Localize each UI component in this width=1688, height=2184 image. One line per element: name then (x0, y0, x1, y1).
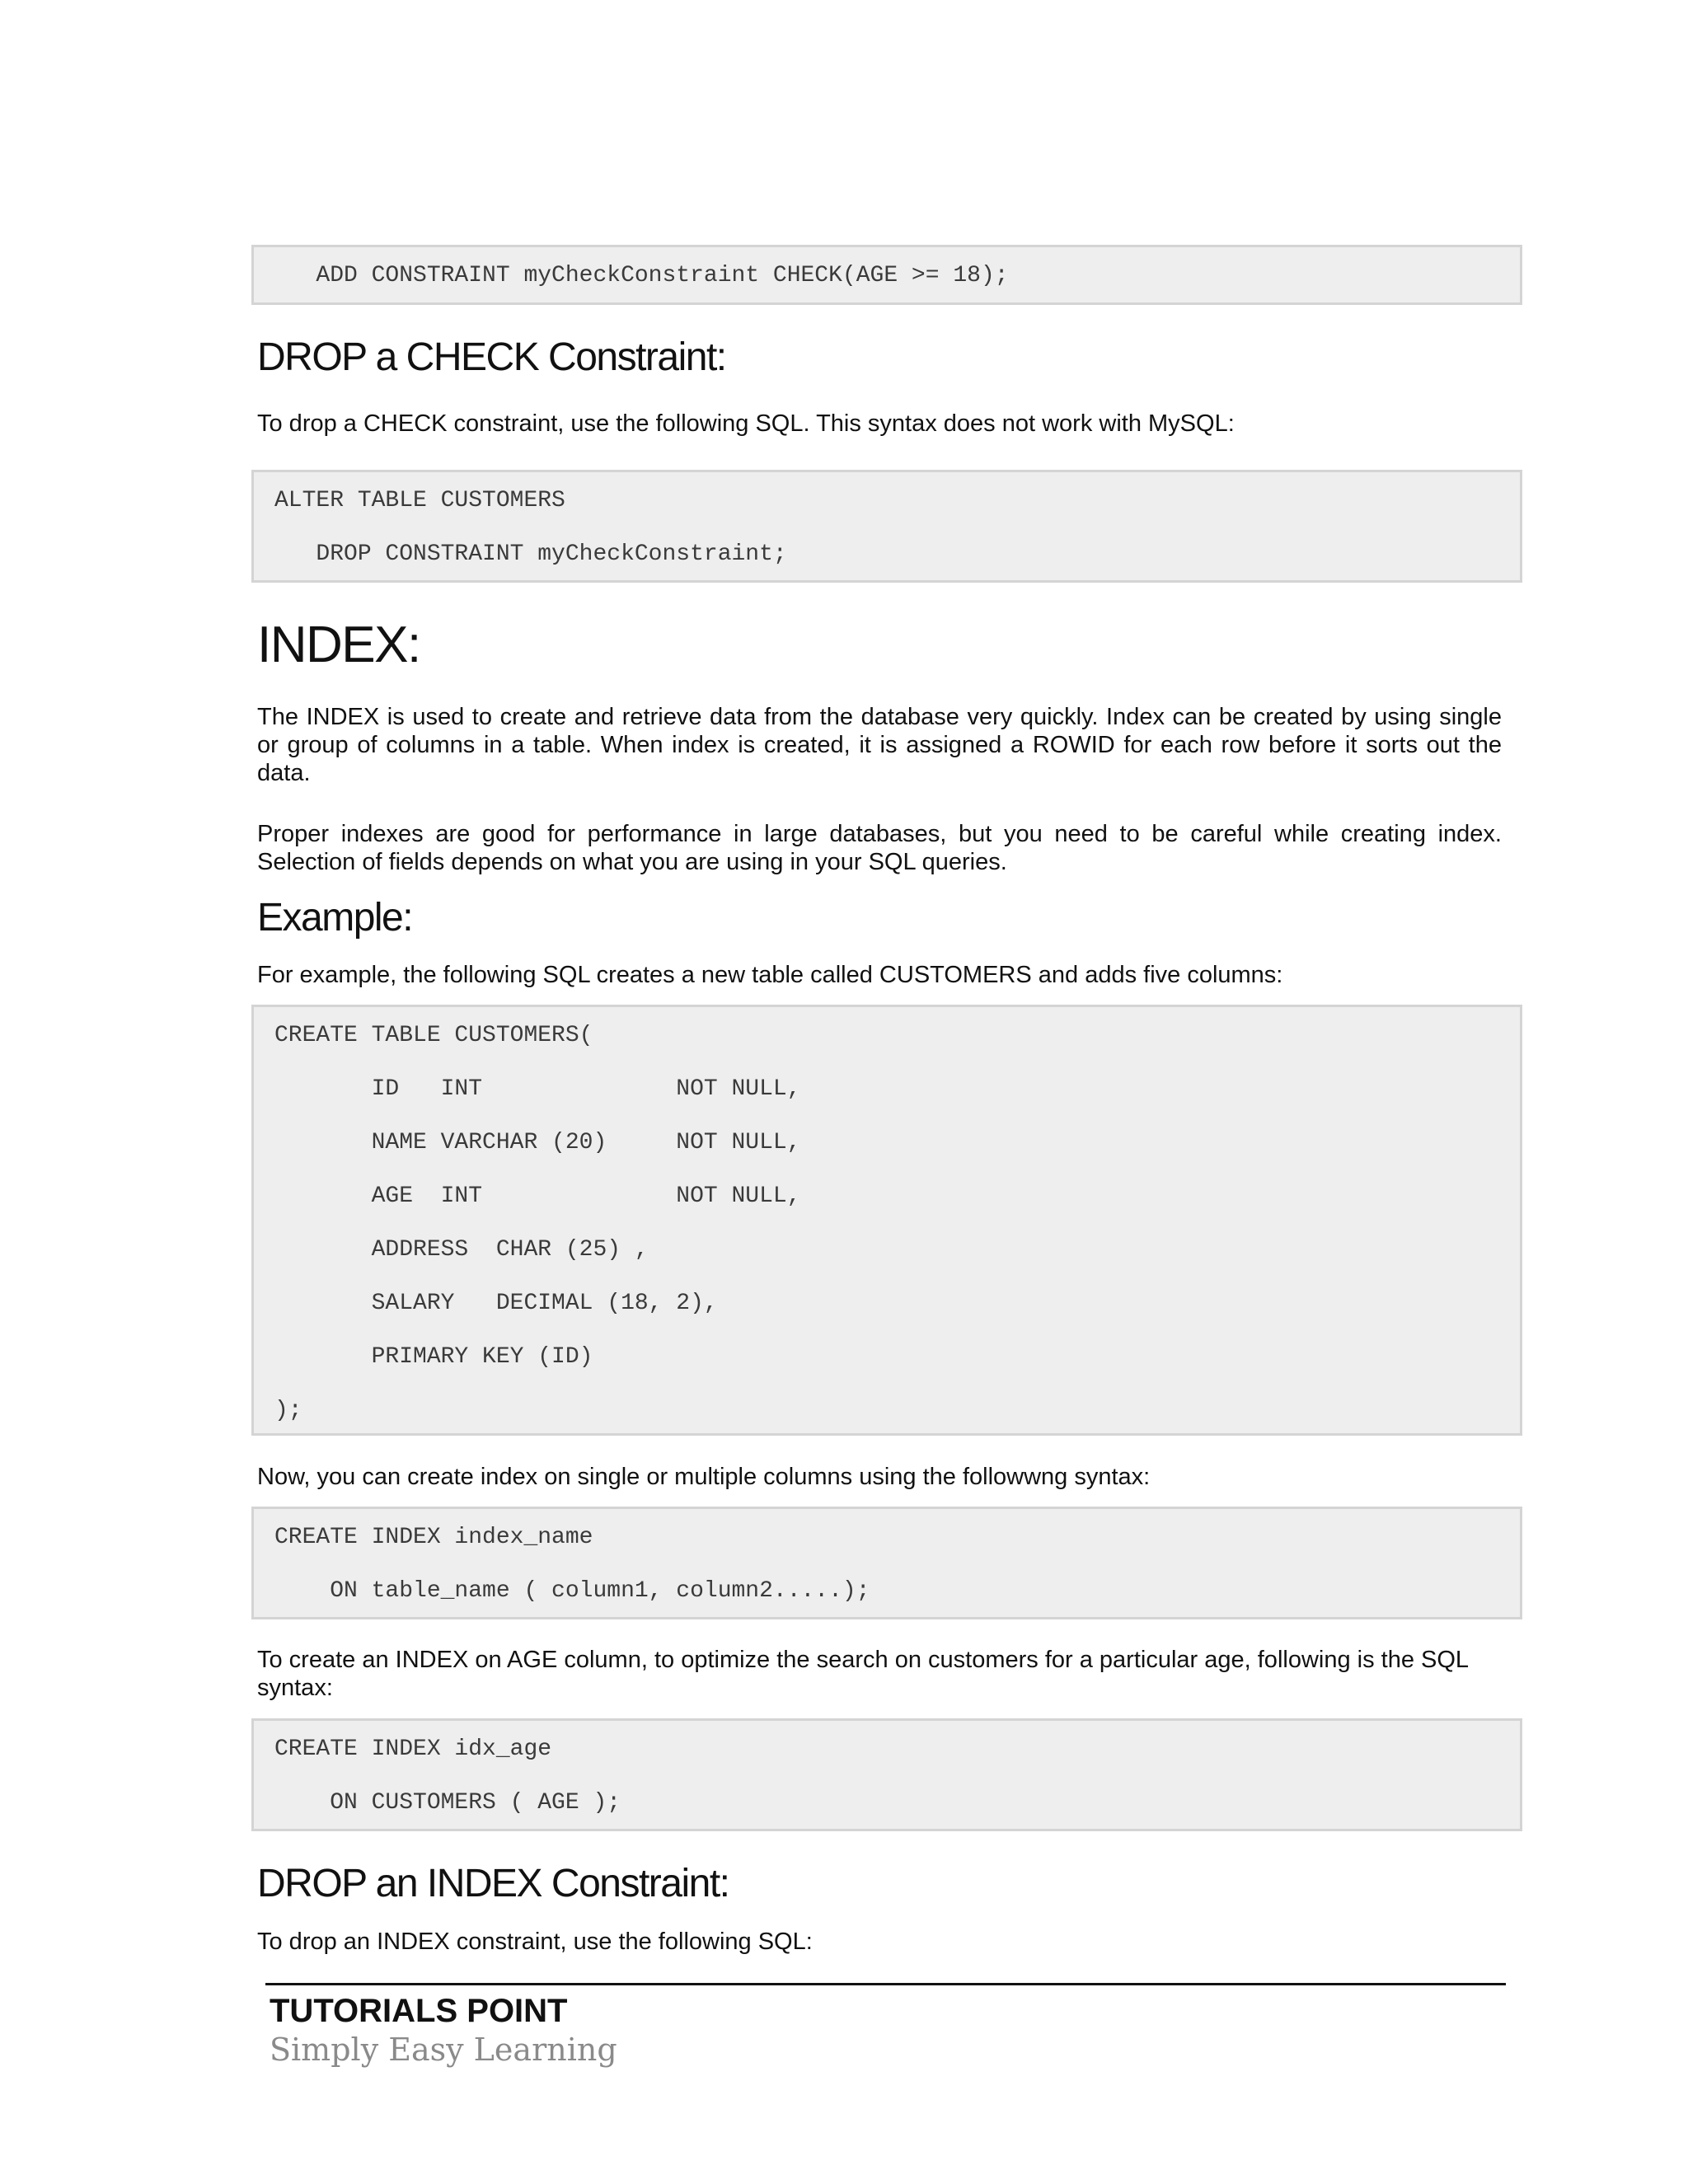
code-line: CREATE INDEX index_name (274, 1525, 593, 1550)
example-heading: Example: (257, 896, 413, 940)
code-line: ON table_name ( column1, column2.....); (274, 1578, 870, 1604)
code-block-drop-check (251, 470, 1522, 583)
drop-index-description: To drop an INDEX constraint, use the following SQL: (257, 1929, 813, 1955)
drop-index-heading: DROP an INDEX Constraint: (257, 1862, 729, 1905)
code-line: ADDRESS CHAR (25) , (274, 1237, 649, 1263)
index-paragraph-1: The INDEX is used to create and retrieve data from the database very quickly. Index can be created by using single or group of columns in a table. When index is created, it is assigned a ROWID for each row before it sorts out the data. (257, 704, 1502, 786)
code-line: ID INT NOT NULL, (274, 1076, 801, 1102)
footer-brand-tagline: Simply Easy Learning (270, 2032, 617, 2068)
code-line: CREATE INDEX idx_age (274, 1736, 552, 1762)
code-line: SALARY DECIMAL (18, 2), (274, 1291, 718, 1316)
index-age-description: To create an INDEX on AGE column, to optimize the search on customers for a particular age, following is the SQL syntax: (257, 1647, 1468, 1701)
code-line: ); (274, 1398, 302, 1423)
index-syntax-description: Now, you can create index on single or multiple columns using the followwng syntax: (257, 1464, 1151, 1490)
drop-check-heading: DROP a CHECK Constraint: (257, 335, 726, 379)
index-paragraph-2: Proper indexes are good for performance in large databases, but you need to be careful while creating index. Selection of fields depends on what you are using in your SQL queries. (257, 821, 1502, 875)
footer-brand-title: TUTORIALS POINT (270, 1993, 568, 2029)
code-line: CREATE TABLE CUSTOMERS( (274, 1023, 593, 1048)
code-line: DROP CONSTRAINT myCheckConstraint; (274, 541, 787, 567)
code-line: ADD CONSTRAINT myCheckConstraint CHECK(AGE >= 18); (274, 263, 1009, 288)
code-block-index-age (251, 1718, 1522, 1831)
code-block-add-check (251, 245, 1522, 305)
drop-check-description: To drop a CHECK constraint, use the following SQL. This syntax does not work with MySQL: (257, 410, 1235, 437)
code-line: AGE INT NOT NULL, (274, 1183, 801, 1209)
code-block-create-table (251, 1005, 1522, 1436)
code-line: PRIMARY KEY (ID) (274, 1344, 593, 1370)
code-line: ALTER TABLE CUSTOMERS (274, 488, 565, 513)
example-description: For example, the following SQL creates a new table called CUSTOMERS and adds five columns: (257, 962, 1283, 988)
code-line: ON CUSTOMERS ( AGE ); (274, 1790, 621, 1816)
index-heading: INDEX: (257, 616, 420, 673)
code-block-index-syntax (251, 1507, 1522, 1619)
footer-divider (265, 1983, 1506, 1985)
code-line: NAME VARCHAR (20) NOT NULL, (274, 1130, 801, 1155)
